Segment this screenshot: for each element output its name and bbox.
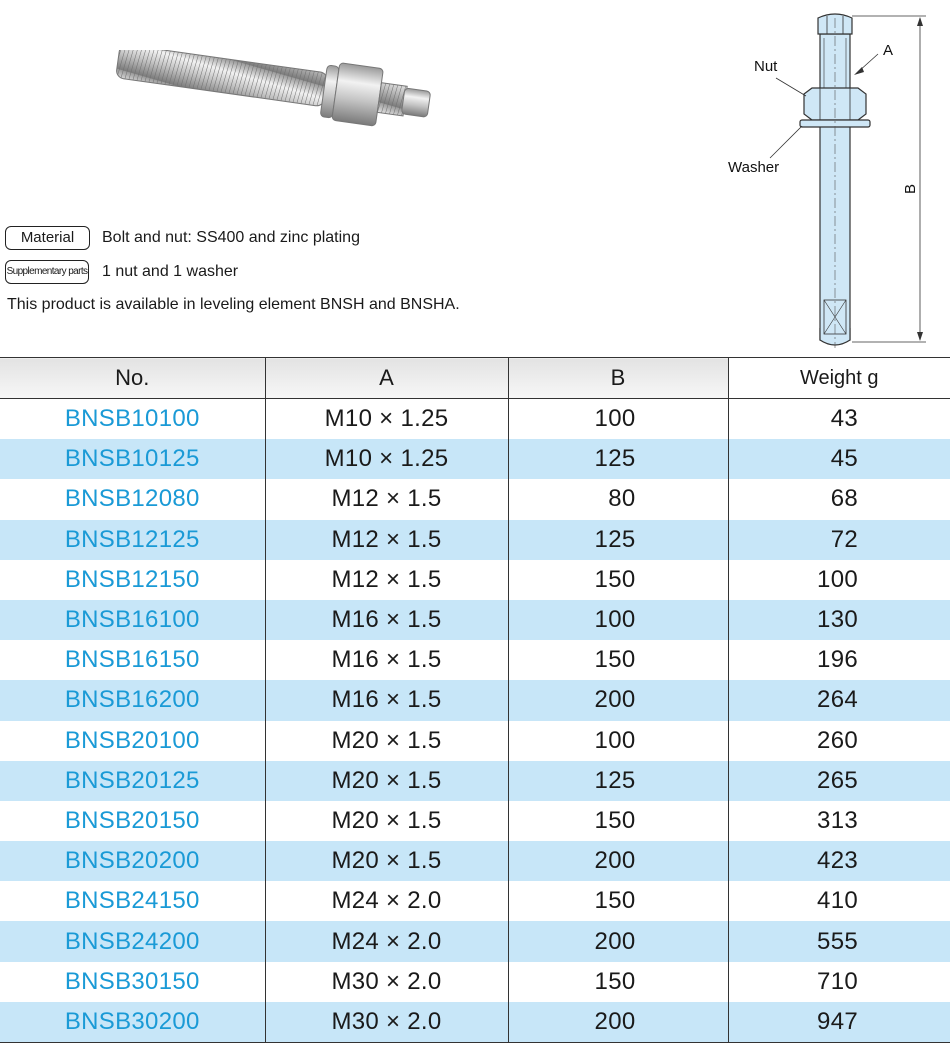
washer-label: Washer: [728, 159, 780, 176]
part-number-cell[interactable]: BNSB30200: [0, 1002, 265, 1043]
thread-size-cell: M30 × 2.0: [265, 1002, 508, 1043]
length-b-cell: 100: [508, 600, 728, 640]
spec-table: [0, 357, 950, 1043]
part-number-cell[interactable]: BNSB30150: [0, 962, 265, 1002]
dim-b-label: B: [902, 183, 919, 194]
material-tag: Material: [5, 226, 90, 250]
header-weight: Weight g: [728, 358, 950, 399]
table-row: [0, 962, 950, 1002]
header-b: B: [508, 358, 728, 399]
weight-cell: 423: [728, 841, 950, 881]
header-no: No.: [0, 358, 265, 399]
length-b-cell: 150: [508, 640, 728, 680]
weight-cell: 130: [728, 600, 950, 640]
material-row: [5, 226, 360, 250]
table-row: [0, 439, 950, 479]
table-row: [0, 520, 950, 560]
thread-size-cell: M24 × 2.0: [265, 881, 508, 921]
table-row: [0, 560, 950, 600]
part-number-cell[interactable]: BNSB12080: [0, 479, 265, 519]
weight-cell: 260: [817, 726, 858, 754]
table-row: [0, 640, 950, 680]
thread-size-cell: M16 × 1.5: [265, 600, 508, 640]
availability-note: This product is available in leveling element BNSH and BNSHA.: [7, 296, 460, 313]
thread-size-cell: M12 × 1.5: [265, 520, 508, 560]
table-body: [0, 399, 950, 1043]
part-number-cell[interactable]: BNSB12125: [0, 520, 265, 560]
weight-cell: 313: [817, 806, 858, 834]
weight-cell: 68: [830, 485, 858, 513]
length-b-cell: 125: [508, 520, 728, 560]
table-row: [0, 721, 950, 761]
weight-cell: 72: [728, 520, 950, 560]
length-b-cell: 125: [508, 761, 728, 801]
length-b-cell: 100: [508, 399, 728, 440]
table-row: [0, 761, 950, 801]
supplementary-text: 1 nut and 1 washer: [102, 263, 239, 280]
weight-cell: 265: [728, 761, 950, 801]
part-number-cell[interactable]: BNSB20125: [0, 761, 265, 801]
table-row: [0, 1002, 950, 1043]
table-row: [0, 600, 950, 640]
weight-cell: 45: [728, 439, 950, 479]
weight-cell: 710: [817, 967, 858, 995]
table-row: [0, 921, 950, 961]
part-number-cell[interactable]: BNSB24150: [0, 881, 265, 921]
part-number-cell[interactable]: BNSB20150: [0, 801, 265, 841]
weight-cell: 947: [728, 1002, 950, 1043]
weight-cell: 555: [728, 921, 950, 961]
part-number-cell[interactable]: BNSB20100: [0, 721, 265, 761]
table-row: [0, 801, 950, 841]
part-number-cell[interactable]: BNSB10100: [0, 399, 265, 440]
length-b-cell: 200: [508, 841, 728, 881]
table-header-row: [0, 358, 950, 399]
weight-cell: 196: [817, 646, 858, 674]
thread-size-cell: M12 × 1.5: [265, 560, 508, 600]
dim-a-label: A: [883, 42, 894, 59]
weight-cell: 100: [817, 565, 858, 593]
thread-size-cell: M20 × 1.5: [265, 761, 508, 801]
length-b-cell: 200: [508, 1002, 728, 1043]
length-b-cell: 150: [508, 881, 728, 921]
weight-cell: 264: [728, 680, 950, 720]
length-b-cell: 100: [508, 721, 728, 761]
part-number-cell[interactable]: BNSB16150: [0, 640, 265, 680]
table-row: [0, 881, 950, 921]
dimension-drawing: [720, 8, 950, 354]
part-number-cell[interactable]: BNSB16100: [0, 600, 265, 640]
thread-size-cell: M16 × 1.5: [265, 680, 508, 720]
header-a: A: [265, 358, 508, 399]
thread-size-cell: M20 × 1.5: [265, 721, 508, 761]
material-text: Bolt and nut: SS400 and zinc plating: [102, 229, 360, 246]
length-b-cell: 200: [508, 921, 728, 961]
weight-cell: 410: [817, 887, 858, 915]
length-b-cell: 150: [508, 962, 728, 1002]
thread-size-cell: M10 × 1.25: [265, 399, 508, 440]
weight-cell: 43: [830, 405, 858, 433]
part-number-cell[interactable]: BNSB24200: [0, 921, 265, 961]
part-number-cell[interactable]: BNSB10125: [0, 439, 265, 479]
supplementary-tag: Supplementary parts: [5, 260, 89, 284]
bolt-photo: [110, 50, 440, 150]
nut-label: Nut: [754, 58, 778, 75]
table-row: [0, 399, 950, 440]
thread-size-cell: M12 × 1.5: [265, 479, 508, 519]
table-row: [0, 479, 950, 519]
supplementary-row: [5, 260, 238, 284]
length-b-cell: 150: [508, 801, 728, 841]
part-number-cell[interactable]: BNSB16200: [0, 680, 265, 720]
thread-size-cell: M30 × 2.0: [265, 962, 508, 1002]
thread-size-cell: M16 × 1.5: [265, 640, 508, 680]
table-row: [0, 680, 950, 720]
thread-size-cell: M20 × 1.5: [265, 841, 508, 881]
table-row: [0, 841, 950, 881]
thread-size-cell: M20 × 1.5: [265, 801, 508, 841]
length-b-cell: 150: [508, 560, 728, 600]
part-number-cell[interactable]: BNSB12150: [0, 560, 265, 600]
thread-size-cell: M10 × 1.25: [265, 439, 508, 479]
length-b-cell: 200: [508, 680, 728, 720]
part-number-cell[interactable]: BNSB20200: [0, 841, 265, 881]
length-b-cell: 80: [508, 479, 728, 519]
length-b-cell: 125: [508, 439, 728, 479]
thread-size-cell: M24 × 2.0: [265, 921, 508, 961]
